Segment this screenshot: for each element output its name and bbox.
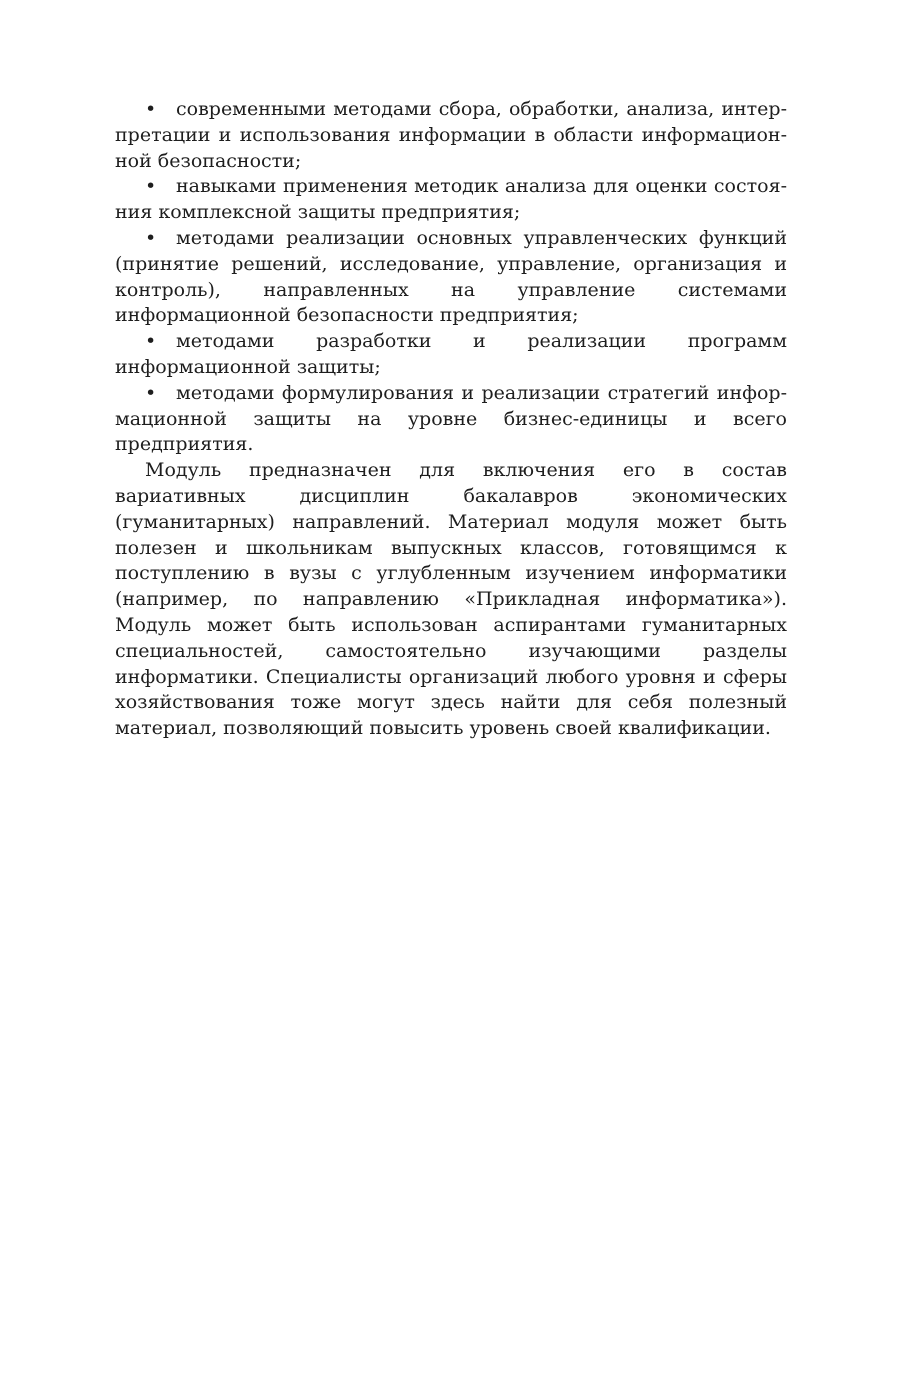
list-item xyxy=(115,226,787,329)
module-description-paragraph: Модуль предназначен для включения его в состав вариативных дисциплин бакалавров экономических (гуманитарных) направлений. Материал модуля может быть полезен и школьникам выпускных классов, готовящимся к поступлению в вузы с углубленным изучением информатики (например, по направлению «Прикладная информатика»). Модуль может быть использован аспирантами гуманитарных специальностей, самостоятельно изучающими разделы информатики. Специалисты организаций любого уровня и сферы хозяйствования тоже могут здесь найти для себя полезный материал, позволяющий повысить уровень своей квалификации. xyxy=(115,459,787,740)
list-item-text: методами разработки и реализации программ информационной защиты; xyxy=(115,330,787,378)
competence-bullet-list xyxy=(115,97,787,458)
bullet-icon: • xyxy=(145,98,157,120)
document-page xyxy=(115,97,787,742)
bullet-icon: • xyxy=(145,226,157,249)
list-item-text: навыками применения методик анализа для оценки состояния комплексной защиты предприятия; xyxy=(115,175,787,224)
list-item xyxy=(115,174,787,226)
bullet-icon: • xyxy=(145,175,157,198)
list-item-text: методами формулирования и реализации стратегий информационной защиты на уровне бизнес-единицы и всего предприятия. xyxy=(115,381,787,456)
list-item-text: современными методами сбора, обработки, анализа, интерпретации и использования информации в области информационной безопасности; xyxy=(115,98,787,172)
list-item xyxy=(115,329,787,381)
bullet-icon: • xyxy=(145,330,157,353)
list-item-text: методами реализации основных управленческих функций (принятие решений, исследование, управление, организация и контроль), направленных на управление системами информационной безопасности предприятия; xyxy=(115,226,787,327)
bullet-icon: • xyxy=(145,381,157,404)
list-item xyxy=(115,381,787,458)
list-item xyxy=(115,97,787,174)
